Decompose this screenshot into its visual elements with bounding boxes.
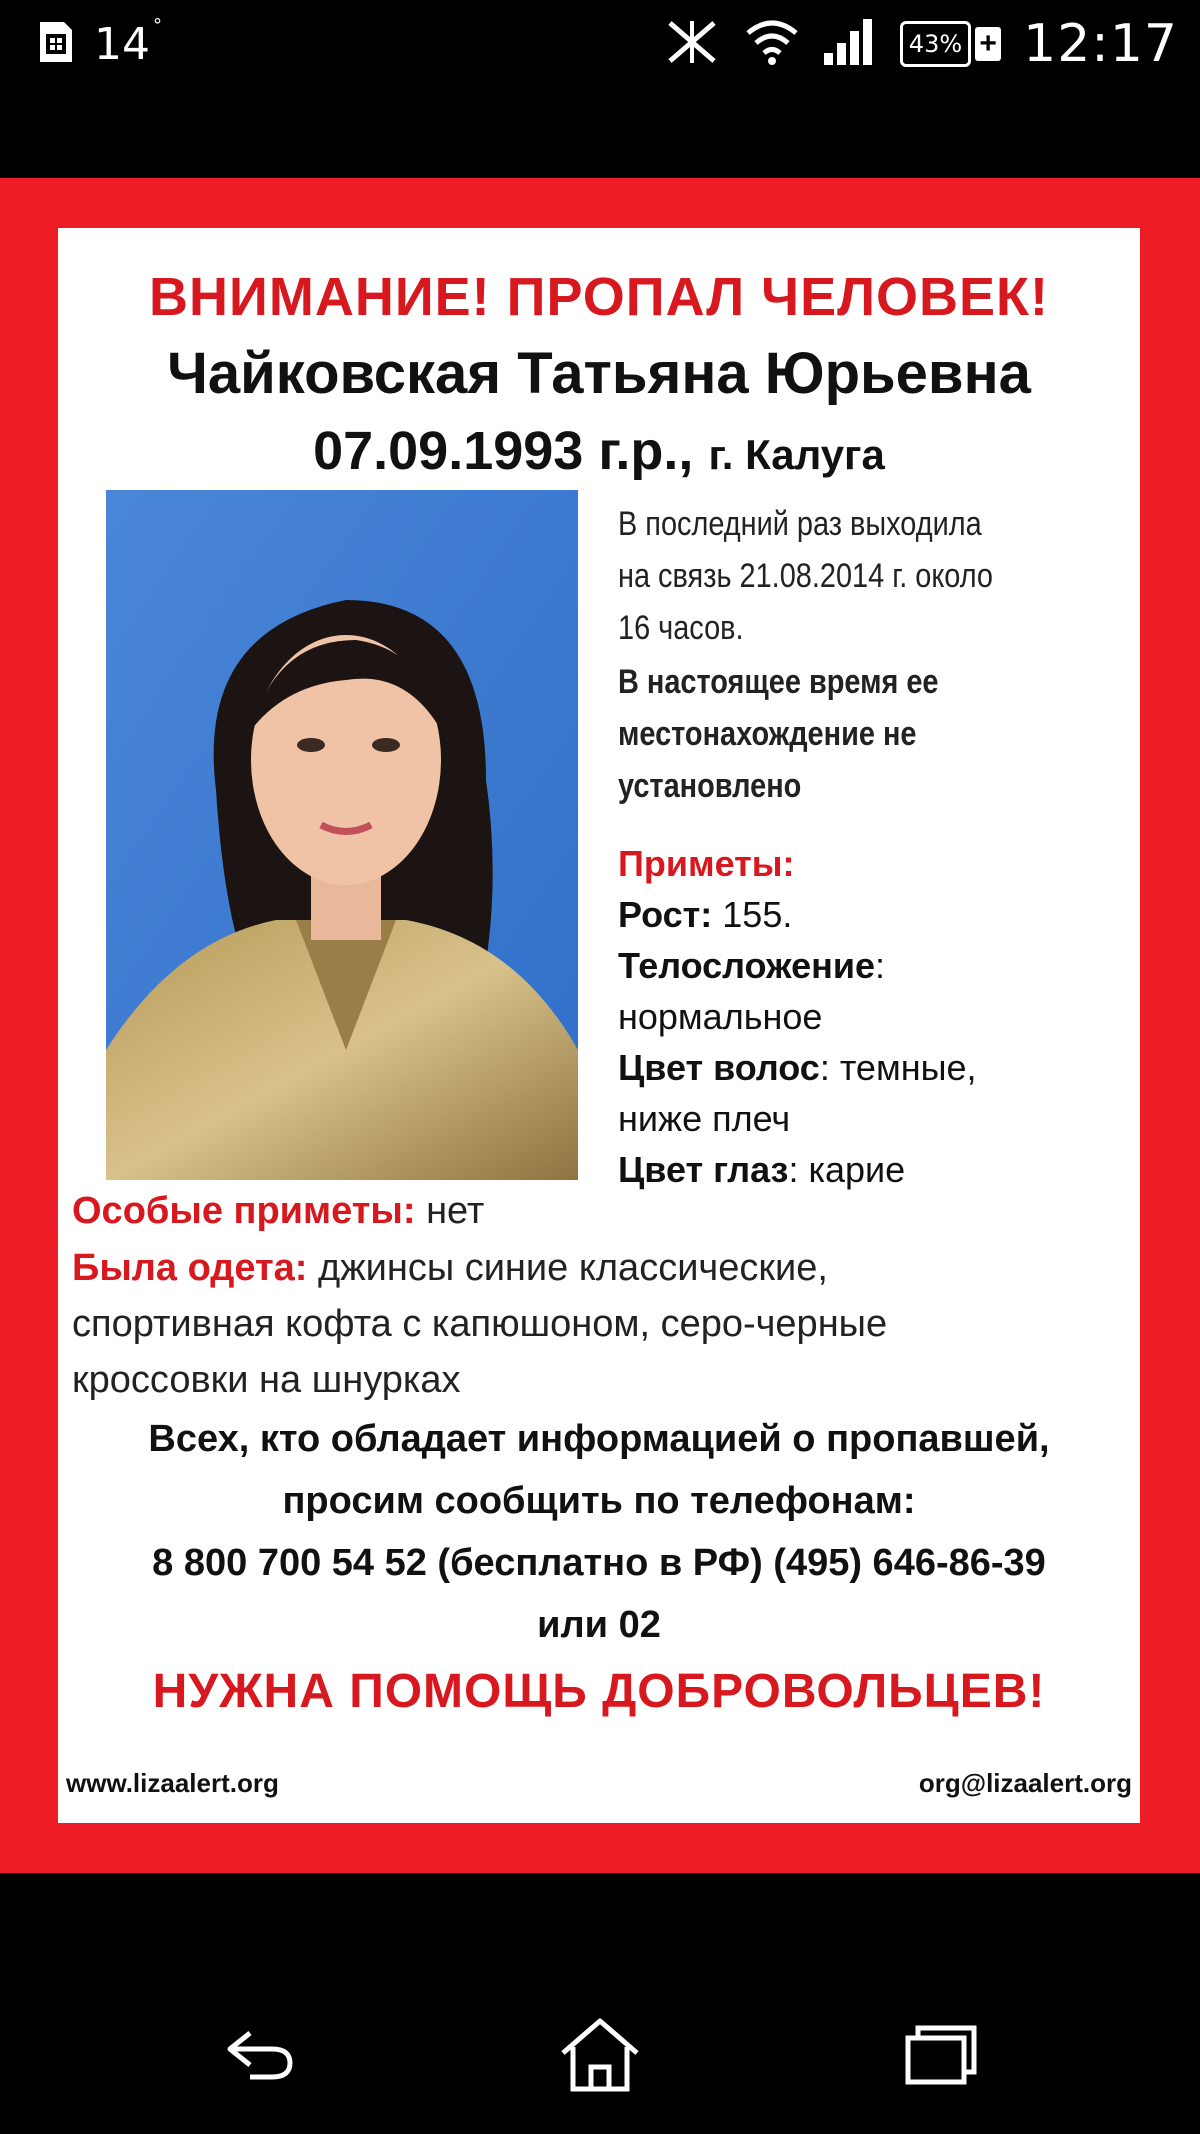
- status-bar: [0, 0, 1200, 90]
- height-row: Рост: 155.: [618, 894, 793, 935]
- poster-content: [58, 228, 1140, 1823]
- contact-info: Всех, кто обладает информацией о пропавшей, просим сообщить по телефонам: 8 800 700 54 52 (бесплатно в РФ) (495) 646-86-39 или 02: [148, 1418, 1050, 1646]
- hair-row: Цвет волос: темные,: [618, 1047, 977, 1088]
- special-signs: Особые приметы: нет: [72, 1190, 485, 1232]
- last-seen-text: В последний раз выходила на связь 21.08.2014 г. около 16 часов.: [618, 505, 994, 647]
- hair-value: ниже плеч: [618, 1098, 791, 1139]
- temperature: 14 °: [94, 14, 162, 70]
- clock: 12:17: [1023, 14, 1178, 74]
- recents-icon[interactable]: [880, 2010, 1000, 2100]
- location-status-text: В настоящее время ее местонахождение не установлено: [618, 663, 939, 805]
- build-value: нормальное: [618, 996, 823, 1037]
- home-icon[interactable]: [540, 2010, 660, 2100]
- volunteers-needed: НУЖНА ПОМОЩЬ ДОБРОВОЛЬЦЕВ!: [152, 1665, 1046, 1718]
- signs-section: [618, 838, 976, 1195]
- person-name: Чайковская Татьяна Юрьевна: [167, 341, 1031, 406]
- signal-icon: [822, 17, 878, 72]
- website-link: www.lizaalert.org: [66, 1768, 279, 1798]
- sim-icon: [36, 18, 76, 71]
- poster-title: ВНИМАНИЕ! ПРОПАЛ ЧЕЛОВЕК!: [149, 267, 1049, 327]
- signs-title: Приметы:: [618, 843, 795, 884]
- clothing-description: Была одета: джинсы синие классические, спортивная кофта с капюшоном, серо-черные кроссовки на шнурках: [72, 1247, 888, 1401]
- back-icon[interactable]: [200, 2010, 320, 2100]
- battery-icon: 43% +: [900, 21, 1001, 67]
- email-link: org@lizaalert.org: [918, 1768, 1132, 1798]
- navigation-bar: [0, 1990, 1200, 2110]
- eyes-row: Цвет глаз: карие: [618, 1149, 906, 1190]
- birth-date-city: 07.09.1993 г.р., г. Калуга: [313, 421, 885, 481]
- build-row: Телосложение:: [618, 945, 886, 986]
- wifi-icon: [744, 17, 800, 72]
- no-signal-icon: [662, 17, 722, 72]
- person-photo: [106, 490, 578, 1180]
- missing-person-poster: [0, 178, 1200, 1873]
